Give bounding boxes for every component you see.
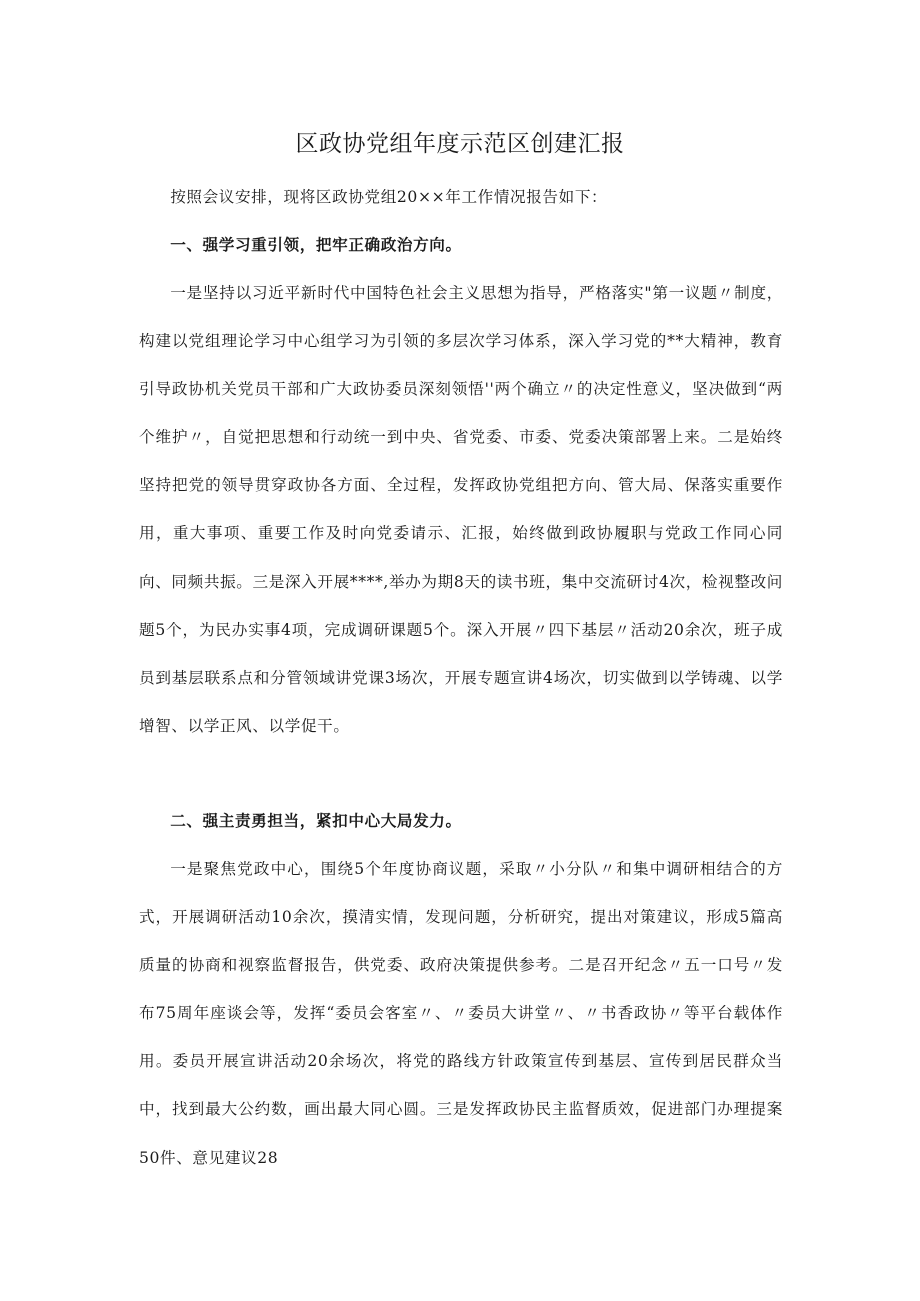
section-paragraph-2: 一是聚焦党政中心，围绕5个年度协商议题，采取〃小分队〃和集中调研相结合的方式，开展调研活动10余次，摸清实情，发现问题，分析研究，提出对策建议，形成5篇高质量的协商和视察监督报告，供党委、政府决策提供参考。二是召开纪念〃五一口号〃发布75周年座谈会等，发挥“委员会客室〃、〃委员大讲堂〃、〃书香政协〃等平台载体作用。委员开展宣讲活动20余场次，将党的路线方针政策宣传到基层、宣传到居民群众当中，找到最大公约数，画出最大同心圆。三是发挥政协民主监督质效，促进部门办理提案50件、意见建议28: [139, 860, 783, 1167]
section-paragraph-1: 一是坚持以习近平新时代中国特色社会主义思想为指导，严格落实"第一议题〃制度，构建以党组理论学习中心组学习为引领的多层次学习体系，深入学习党的**大精神，教育引导政协机关党员干部和广大政协委员深刻领悟''两个确立〃的决定性意义，坚决做到“两个维护〃，自觉把思想和行动统一到中央、省党委、市委、党委决策部署上来。二是始终坚持把党的领导贯穿政协各方面、全过程，发挥政协党组把方向、管大局、保落实重要作用，重大事项、重要工作及时向党委请示、汇报，始终做到政协履职与党政工作同心同向、同频共振。三是深入开展****,举办为期8天的读书班，集中交流研讨4次，检视整改问题5个，为民办实事4项，完成调研课题5个。深入开展〃四下基层〃活动20余次，班子成员到基层联系点和分管领域讲党课3场次，开展专题宣讲4场次，切实做到以学铸魂、以学增智、以学正风、以学促干。: [139, 284, 783, 735]
page-title: 区政协党组年度示范区创建汇报: [295, 131, 625, 157]
section-heading-1: 一、强学习重引领，把牢正确政治方向。: [170, 235, 462, 254]
section-heading-2: 二、强主责勇担当，紧扣中心大局发力。: [170, 811, 462, 830]
intro-paragraph: 按照会议安排，现将区政协党组20××年工作情况报告如下：: [170, 188, 608, 206]
